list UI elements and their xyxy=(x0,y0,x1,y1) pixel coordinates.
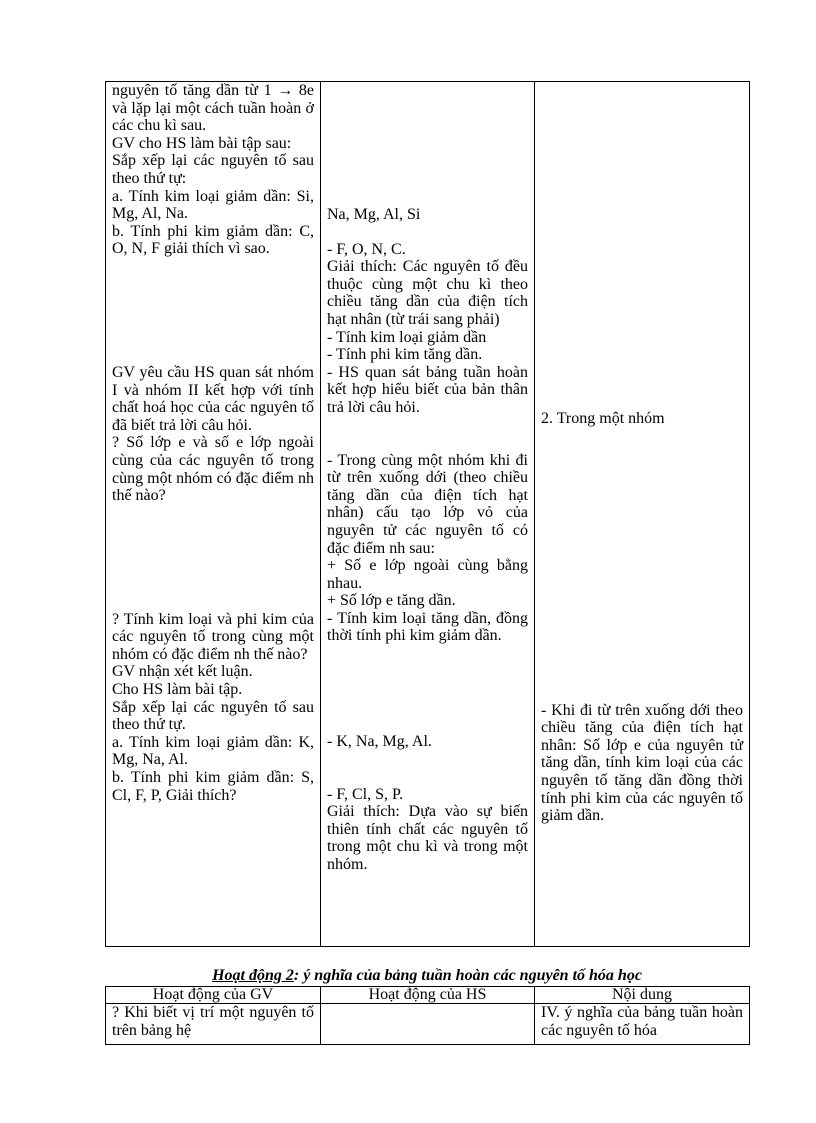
paragraph: GV yêu cầu HS quan sát nhóm I và nhóm II kết hợp với tính chất hoá học của các nguyên tố đã biết trả lời câu hỏi. xyxy=(112,363,314,434)
paragraph: - F, Cl, S, P. xyxy=(327,785,404,803)
paragraph: GV cho HS làm bài tập sau: xyxy=(112,134,292,152)
paragraph: - HS quan sát bảng tuần hoàn kết hợp hiểu biết của bản thân trả lời câu hỏi. xyxy=(327,363,528,416)
paragraph: Cho HS làm bài tập. xyxy=(112,681,243,699)
paragraph: Sắp xếp lại các nguyên tố sau theo thứ tự. xyxy=(112,698,314,734)
header-content: Nội dung xyxy=(535,987,750,1004)
content-cell xyxy=(535,82,750,947)
paragraph: GV nhận xét kết luận. xyxy=(112,663,253,681)
cell-text xyxy=(327,1004,528,1040)
paragraph: Giải thích: Các nguyên tố đều thuộc cùng một chu kì theo chiều tăng dần của điện tích hạt nhân (từ trái sang phải) xyxy=(327,258,528,328)
paragraph: 2. Trong một nhóm xyxy=(541,410,665,427)
paragraph: b. Tính phi kim giảm dần: S, Cl, F, P, Giải thích? xyxy=(112,769,314,804)
header-student: Hoạt động của HS xyxy=(321,987,535,1004)
paragraph: a. Tính kim loại giảm dần: Si, Mg, Al, Na. xyxy=(112,187,314,223)
paragraph: nguyên tố tăng dần từ 1 → 8e và lặp lại một cách tuần hoàn ở các chu kì sau. xyxy=(112,82,314,135)
section-heading xyxy=(105,967,749,985)
teacher-activity-cell xyxy=(106,1004,321,1045)
section-title: : ý nghĩa của bảng tuần hoàn các nguyên tố hóa học xyxy=(293,967,642,984)
paragraph: b. Tính phi kim giảm dần: C, O, N, F giải thích vì sao. xyxy=(112,222,314,258)
paragraph: - Khi đi từ trên xuống dới theo chiều tăng của điện tích hạt nhân: Số lớp e của nguyên tử tăng dần, tính kim loại của các nguyên tố tăng dần đồng thời tính phi kim của các nguyên tố giảm dần. xyxy=(541,701,743,825)
paragraph: Sắp xếp lại các nguyên tố sau theo thứ tự: xyxy=(112,152,314,187)
paragraph: - Trong cùng một nhóm khi đi từ trên xuống dới (theo chiều tăng dần của điện tích hạt nhân) cấu tạo lớp vỏ của nguyên tử các nguyên tố có đặc điểm nh sau: xyxy=(327,451,528,557)
paragraph: ? Tính kim loại và phi kim của các nguyên tố trong cùng một nhóm có đặc điểm nh thế nào? xyxy=(112,610,314,663)
table-row xyxy=(106,82,750,947)
paragraph: a. Tính kim loại giảm dần: K, Mg, Na, Al. xyxy=(112,733,314,769)
paragraph: ? Số lớp e và số e lớp ngoài cùng của các nguyên tố trong cùng một nhóm có đặc điểm nh thế nào? xyxy=(112,434,314,505)
student-activity-cell xyxy=(321,1004,535,1045)
content-cell xyxy=(535,1004,750,1045)
paragraph: - K, Na, Mg, Al. xyxy=(327,733,432,751)
paragraph: + Số e lớp ngoài cùng bằng nhau. xyxy=(327,557,528,592)
header-teacher: Hoạt động của GV xyxy=(106,987,321,1004)
paragraph: - Tính kim loại tăng dần, đồng thời tính phi kim giảm dần. xyxy=(327,609,528,645)
paragraph: Giải thích: Dựa vào sự biến thiên tính chất các nguyên tố trong một chu kì và trong một nhóm. xyxy=(327,803,528,874)
table-row xyxy=(106,1004,750,1045)
paragraph: - Tính phi kim tăng dần. xyxy=(327,346,483,364)
section-label: Hoạt động 2 xyxy=(212,967,294,984)
paragraph: - Tính kim loại giảm dần xyxy=(327,328,487,346)
cell-text: IV. ý nghĩa của bảng tuần hoàn các nguyên tố hóa xyxy=(541,1004,743,1039)
teacher-activity-cell xyxy=(106,82,321,947)
activity-table-1 xyxy=(105,81,750,947)
paragraph: + Số lớp e tăng dần. xyxy=(327,592,456,610)
table-header-row xyxy=(106,987,750,1004)
paragraph: - F, O, N, C. xyxy=(327,240,406,258)
cell-text: ? Khi biết vị trí một nguyên tố trên bảng hệ xyxy=(112,1004,314,1039)
paragraph: Na, Mg, Al, Si xyxy=(327,206,421,223)
student-activity-cell xyxy=(321,82,535,947)
activity-table-2 xyxy=(105,986,750,1045)
